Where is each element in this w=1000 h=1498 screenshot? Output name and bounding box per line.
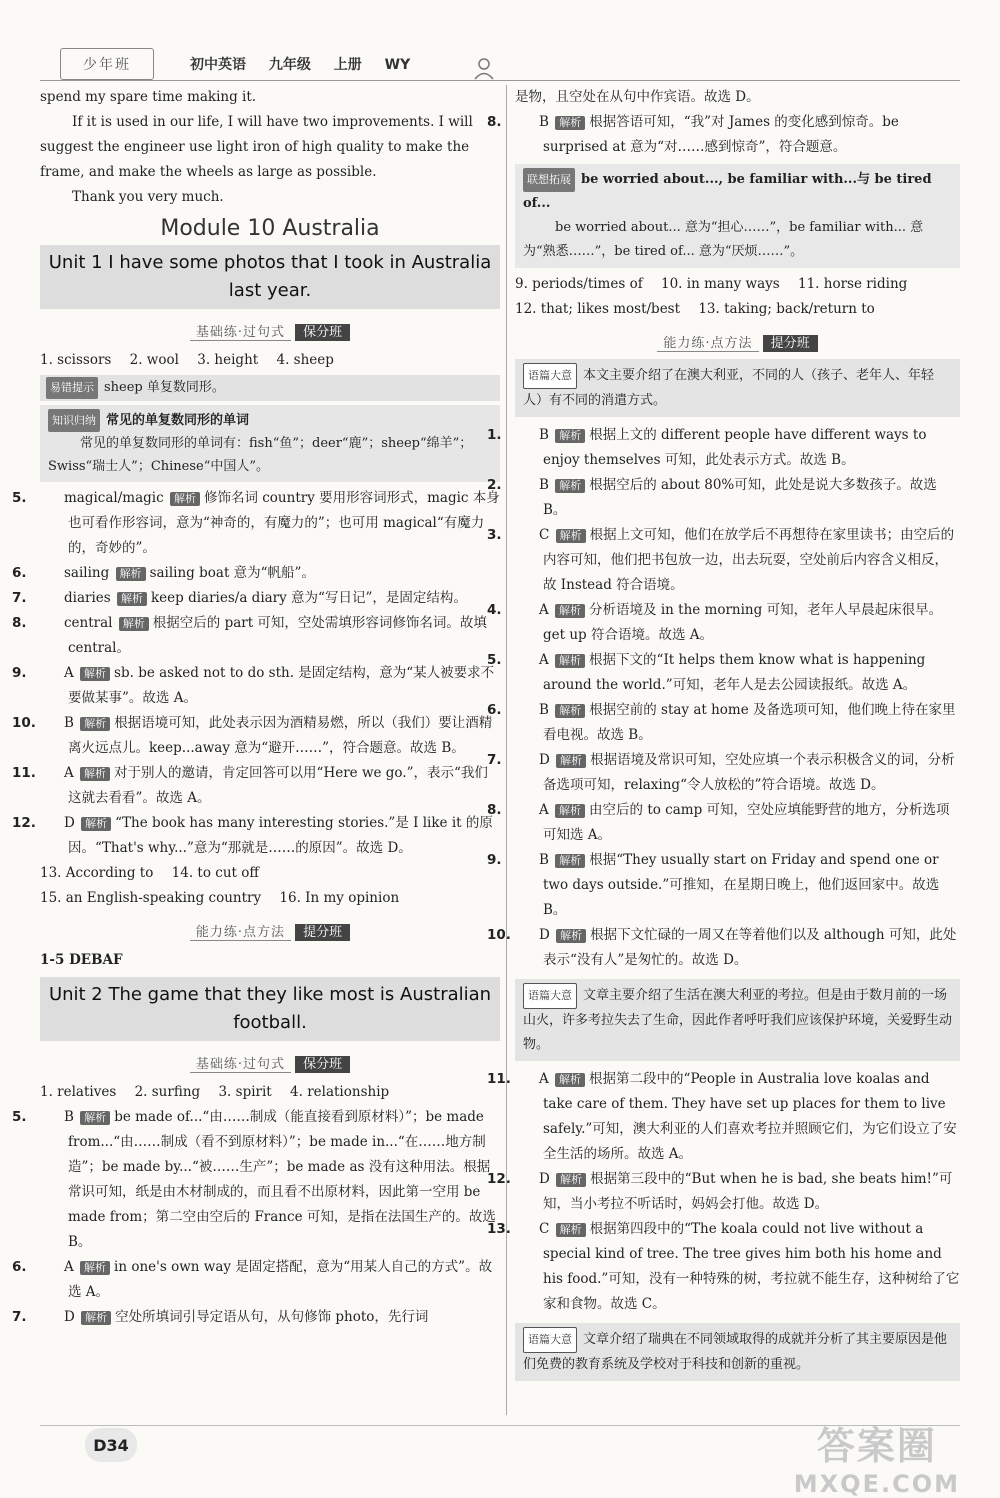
answer-row: 12. that; likes most/best 13. taking; back/return to <box>515 301 875 317</box>
item-answer: A <box>64 665 79 681</box>
answer-row: 1. scissors 2. wool 3. height 4. sheep <box>40 352 334 368</box>
item-explanation: 由空后的 to camp 可知，空处应填能野营的地方，分析选项可知选 A。 <box>543 802 950 843</box>
item-explanation: 根据上文可知，他们在放学后不再想待在家里读书；由空后的内容可知，他们把书包放一边，出去玩耍，空处前后内容含义相反，故 Instead 符合语境。 <box>543 527 955 593</box>
analysis-tag: 解析 <box>556 1173 586 1187</box>
page-number: D34 <box>85 1428 137 1462</box>
watermark-logo: 答案圈 MXQE.COM <box>793 1424 960 1498</box>
item-answer: A <box>64 765 79 781</box>
answer-row: 15. an English-speaking country 16. In my opinion <box>40 890 400 906</box>
item-answer: B <box>539 852 554 868</box>
item-explanation: 根据答语可知，“我”对 James 的变化感到惊奇。be surprised at 意为“对……感到惊奇”，符合题意。 <box>543 114 899 155</box>
summary-box: 语篇大意 本文主要介绍了在澳大利亚，不同的人（孩子、老年人、年轻人）有不同的消遣方式。 <box>515 359 960 417</box>
item-number: 5. <box>12 1109 27 1125</box>
continued-line: 是物，且空处在从句中作宾语。故选 D。 <box>515 89 760 105</box>
section-bar: 基础练·过句式 保分班 <box>40 321 500 340</box>
summary-box: 语篇大意 文章介绍了瑞典在不同领域取得的成就并分析了其主要原因是他们免费的教育系统及学校对于科技和创新的重视。 <box>515 1323 960 1381</box>
item-explanation: 根据空后的 about 80%可知，此处是说大多数孩子。故选 B。 <box>543 477 937 518</box>
item-explanation: 根据下文的“It helps them know what is happening around the world.”可知，老年人是去公园读报纸。故选 A。 <box>543 652 926 693</box>
analysis-tag: 解析 <box>556 529 586 543</box>
analysis-tag: 解析 <box>81 817 111 831</box>
item-explanation: 空处所填词引导定语从句，从句修饰 photo，先行词 <box>115 1309 429 1325</box>
item-answer: A <box>539 1071 554 1087</box>
answer-row: 13. According to 14. to cut off <box>40 865 259 881</box>
item-number: 6. <box>487 702 502 718</box>
left-column <box>12 85 500 1330</box>
analysis-tag: 解析 <box>117 592 147 606</box>
book-info <box>190 54 428 74</box>
edition-label: WY <box>384 57 411 73</box>
analysis-tag: 解析 <box>80 667 110 681</box>
item-number: 11. <box>487 1071 511 1087</box>
item-number: 12. <box>487 1171 511 1187</box>
item-answer: diaries <box>64 590 115 606</box>
answer-item <box>12 1255 500 1305</box>
expand-label: 联想拓展 <box>523 168 575 192</box>
item-explanation: 根据语境及常识可知，空处应填一个表示积极含义的词，分析备选项可知，relaxing“令人放松的”符合语境。故选 D。 <box>543 752 955 793</box>
answer-item <box>487 1067 960 1167</box>
item-explanation: 根据第四段中的“The koala could not live without a special kind of tree. The tree gives him both his home and his food.”可知，没有一种特殊的树，考拉就不能生存，这种树给了它家和食物。故选 C。 <box>543 1221 960 1312</box>
item-answer: B <box>539 114 554 130</box>
item-explanation: 根据第三段中的“But when he is bad, she beats him!”可知，当小考拉不听话时，妈妈会打他。故选 D。 <box>543 1171 953 1212</box>
intro-line: Thank you very much. <box>72 189 224 205</box>
item-answer: C <box>539 527 554 543</box>
section-bar: 能力练·点方法 提分班 <box>40 921 500 940</box>
item-explanation: “The book has many interesting stories.”是 I like it 的原因。“That's why...”意为“那就是……的原因”。故选 D。 <box>68 815 493 856</box>
analysis-tag: 解析 <box>556 754 586 768</box>
tip-box: 易错提示 sheep 单复数同形。 <box>40 375 500 401</box>
analysis-tag: 解析 <box>170 492 200 506</box>
analysis-tag: 解析 <box>81 1311 111 1325</box>
answer-item <box>487 798 960 848</box>
person-icon <box>472 56 502 80</box>
unit-title: Unit 1 I have some photos that I took in Australia last year. <box>40 245 500 309</box>
item-explanation: 分析语境及 in the morning 可知，老年人早晨起床很早。get up 符合语境。故选 A。 <box>543 602 943 643</box>
analysis-tag: 解析 <box>555 804 585 818</box>
analysis-tag: 解析 <box>555 429 585 443</box>
tip-label: 易错提示 <box>46 377 98 399</box>
analysis-tag: 解析 <box>80 1111 110 1125</box>
analysis-tag: 解析 <box>555 116 585 130</box>
item-number: 3. <box>487 527 502 543</box>
answer-item <box>487 473 960 523</box>
item-answer: A <box>539 652 554 668</box>
analysis-tag: 解析 <box>80 1261 110 1275</box>
answer-item <box>487 110 960 160</box>
expand-box: 联想拓展 be worried about..., be familiar with...与 be tired of... be worried about... 意为“担心……”，be familiar with... 意为“熟悉……”，be tired of... 意为“厌烦……”。 <box>515 164 960 268</box>
intro-line: If it is used in our life, I will have two improvements. I will suggest the engineer use light iron of high quality to make the frame, and make the wheels as large as possible. <box>40 114 473 180</box>
answer-item <box>12 811 500 861</box>
volume-label: 上册 <box>333 57 362 73</box>
item-answer: sailing <box>64 565 114 581</box>
analysis-tag: 解析 <box>80 767 110 781</box>
item-answer: D <box>64 1309 80 1325</box>
answer-row: 9. periods/times of 10. in many ways 11. horse riding <box>515 276 908 292</box>
answer-item <box>487 748 960 798</box>
item-explanation: 根据语境可知，此处表示因为酒精易燃，所以（我们）要让酒精离火远点儿。keep...away 意为“避开……”，符合题意。故选 B。 <box>68 715 493 756</box>
item-explanation: 根据“They usually start on Friday and spend one or two days outside.”可推知，在星期日晚上，他们返回家中。故选 B。 <box>543 852 940 918</box>
section-bar: 能力练·点方法 提分班 <box>515 332 960 351</box>
item-number: 10. <box>487 927 511 943</box>
item-explanation: 根据下文忙碌的一周又在等着他们以及 although 可知，此处表示“没有人”是匆忙的。故选 D。 <box>543 927 957 968</box>
item-answer: D <box>539 1171 555 1187</box>
analysis-tag: 解析 <box>119 617 149 631</box>
answer-item <box>487 1217 960 1317</box>
item-explanation: sailing boat 意为“帆船”。 <box>149 565 315 581</box>
item-number: 9. <box>487 852 502 868</box>
item-number: 7. <box>12 590 27 606</box>
item-answer: A <box>64 1259 79 1275</box>
item-answer: A <box>539 602 554 618</box>
subject-label: 初中英语 <box>190 57 246 73</box>
analysis-tag: 解析 <box>80 717 110 731</box>
item-answer: A <box>539 802 554 818</box>
answer-item <box>12 611 500 661</box>
answer-item <box>12 761 500 811</box>
summary-box: 语篇大意 文章主要介绍了生活在澳大利亚的考拉。但是由于数月前的一场山火，许多考拉失去了生命，因此作者呼吁我们应该保护环境，关爱野生动物。 <box>515 979 960 1061</box>
item-explanation: 根据上文的 different people have different ways to enjoy themselves 可知，此处表示方式。故选 B。 <box>543 427 927 468</box>
answer-item <box>12 661 500 711</box>
item-number: 8. <box>487 802 502 818</box>
knowledge-label: 知识归纳 <box>48 409 100 432</box>
item-number: 2. <box>487 477 502 493</box>
item-number: 4. <box>487 602 502 618</box>
item-answer: B <box>64 1109 79 1125</box>
summary-label: 语篇大意 <box>523 363 577 389</box>
header-rule <box>40 80 960 81</box>
item-number: 10. <box>12 715 36 731</box>
item-number: 9. <box>12 665 27 681</box>
item-number: 5. <box>12 490 27 506</box>
item-answer: central <box>64 615 117 631</box>
answer-row: 1-5 DEBAF <box>40 952 123 968</box>
answer-item <box>487 1167 960 1217</box>
item-answer: B <box>539 427 554 443</box>
analysis-tag: 解析 <box>556 929 586 943</box>
answer-item <box>487 698 960 748</box>
answer-item <box>487 523 960 598</box>
analysis-tag: 解析 <box>555 604 585 618</box>
analysis-tag: 解析 <box>555 654 585 668</box>
analysis-tag: 解析 <box>555 704 585 718</box>
item-answer: D <box>64 815 80 831</box>
item-answer: B <box>64 715 79 731</box>
answer-item <box>487 648 960 698</box>
right-column <box>487 85 960 1387</box>
item-number: 12. <box>12 815 36 831</box>
item-explanation: 根据空后的 part 可知，空处需填形容词修饰名词。故填 central。 <box>68 615 487 656</box>
item-number: 1. <box>487 427 502 443</box>
answer-item <box>487 598 960 648</box>
analysis-tag: 解析 <box>555 1073 585 1087</box>
series-logo: 少年班 <box>60 48 154 80</box>
answer-item <box>487 923 960 973</box>
item-explanation: 根据第二段中的“People in Australia love koalas and take care of them. They have set up places for them to live safely.”可知，澳大利亚的人们喜欢考拉并照顾它们，为它们设立了安全生活的场所。故选 A。 <box>543 1071 957 1162</box>
item-answer: magical/magic <box>64 490 168 506</box>
item-number: 8. <box>12 615 27 631</box>
item-explanation: sb. be asked not to do sth. 是固定结构，意为“某人被要求不要做某事”。故选 A。 <box>68 665 495 706</box>
item-explanation: be made of...“由……制成（能直接看到原材料）”；be made from...“由……制成（看不到原材料）”；be made in...“在……地方制造”；be made by...“被……生产”；be made as 没有这种用法。根据常识可知，纸是由木材制成的，而且看不出原材料，因此第一空用 be made from；第二空由空后的 France 可知，是指在法国生产的。故选 B。 <box>68 1109 496 1250</box>
unit-title: Unit 2 The game that they like most is Australian football. <box>40 977 500 1041</box>
item-answer: B <box>539 702 554 718</box>
item-explanation: 根据空前的 stay at home 及备选项可知，他们晚上待在家里看电视。故选 B。 <box>543 702 956 743</box>
item-explanation: keep diaries/a diary 意为“写日记”，是固定结构。 <box>151 590 467 606</box>
intro-line: spend my spare time making it. <box>40 89 257 105</box>
answer-item <box>12 486 500 561</box>
item-number: 8. <box>487 114 502 130</box>
item-number: 7. <box>12 1309 27 1325</box>
answer-item <box>12 561 500 586</box>
analysis-tag: 解析 <box>116 567 146 581</box>
item-answer: D <box>539 752 555 768</box>
item-answer: B <box>539 477 554 493</box>
page-header <box>0 0 1000 85</box>
module-title: Module 10 Australia <box>160 216 380 241</box>
item-explanation: in one's own way 是固定搭配，意为“用某人自己的方式”。故选 A。 <box>68 1259 493 1300</box>
item-number: 11. <box>12 765 36 781</box>
item-number: 7. <box>487 752 502 768</box>
analysis-tag: 解析 <box>555 854 585 868</box>
section-bar: 基础练·过句式 保分班 <box>40 1053 500 1072</box>
item-number: 6. <box>12 565 27 581</box>
analysis-tag: 解析 <box>555 479 585 493</box>
answer-item <box>12 1305 500 1330</box>
summary-label: 语篇大意 <box>523 1327 577 1353</box>
analysis-tag: 解析 <box>556 1223 586 1237</box>
answer-row: 1. relatives 2. surfing 3. spirit 4. relationship <box>40 1084 390 1100</box>
answer-item <box>12 586 500 611</box>
item-explanation: 对于别人的邀请，肯定回答可以用“Here we go.”，表示“我们这就去看看”。故选 A。 <box>68 765 488 806</box>
item-explanation: 修饰名词 country 要用形容词形式，magic 本身也可看作形容词，意为“神奇的，有魔力的”；也可用 magical“有魔力的，奇妙的”。 <box>68 490 500 556</box>
knowledge-box: 知识归纳 常见的单复数同形的单词 常见的单复数同形的单词有：fish“鱼”；deer“鹿”；sheep“绵羊”；Swiss“瑞士人”；Chinese“中国人”。 <box>40 405 500 482</box>
summary-label: 语篇大意 <box>523 983 577 1009</box>
answer-item <box>12 711 500 761</box>
answer-item <box>487 423 960 473</box>
grade-label: 九年级 <box>268 57 311 73</box>
item-answer: C <box>539 1221 554 1237</box>
item-number: 13. <box>487 1221 511 1237</box>
item-answer: D <box>539 927 555 943</box>
column-divider <box>506 85 507 1415</box>
answer-item <box>12 1105 500 1255</box>
item-number: 6. <box>12 1259 27 1275</box>
item-number: 5. <box>487 652 502 668</box>
answer-item <box>487 848 960 923</box>
